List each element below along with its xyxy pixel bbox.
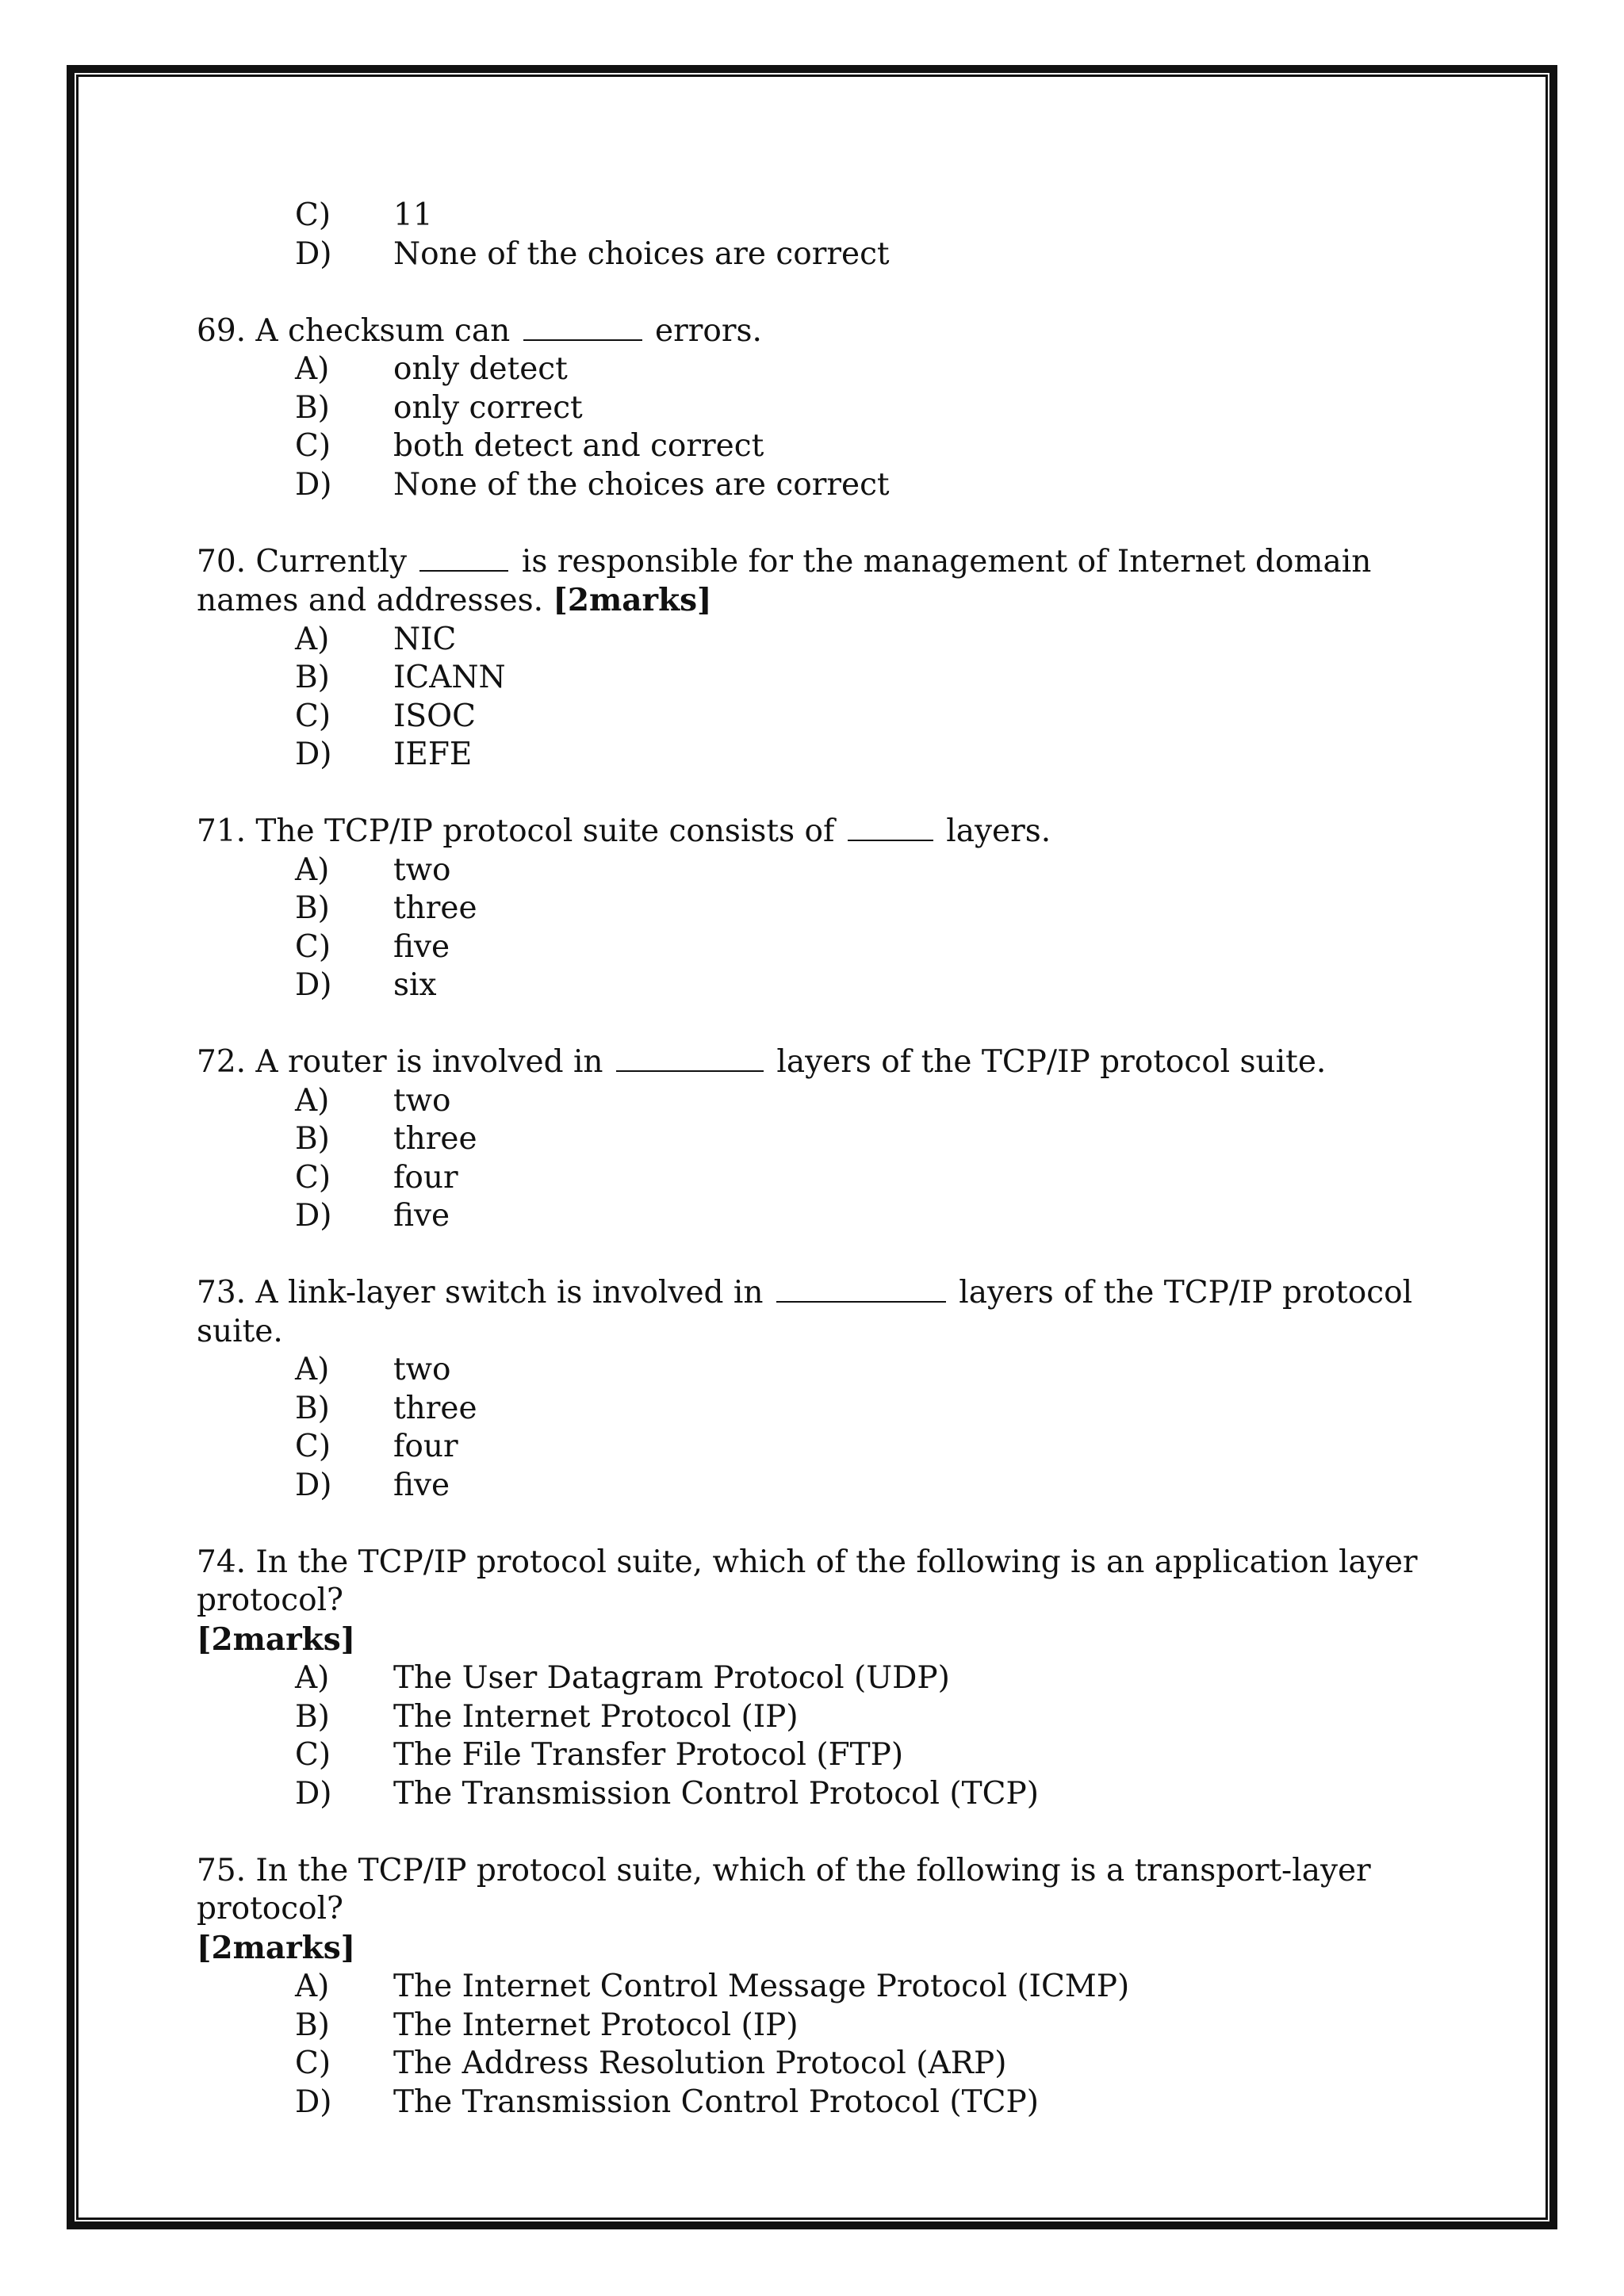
option-text: five xyxy=(393,1198,450,1234)
option-item xyxy=(197,621,1434,660)
option-text: NIC xyxy=(393,621,457,657)
option-letter: B) xyxy=(295,1121,330,1157)
option-letter: C) xyxy=(295,928,331,965)
option-text: The Transmission Control Protocol (TCP) xyxy=(393,2084,1039,2120)
option-letter: C) xyxy=(295,428,331,464)
question-69 xyxy=(197,312,1434,505)
answer-blank xyxy=(523,312,642,341)
option-item xyxy=(197,389,1434,428)
option-letter: A) xyxy=(295,1660,330,1696)
option-item xyxy=(197,1390,1434,1429)
option-letter: B) xyxy=(295,1390,330,1426)
option-letter: B) xyxy=(295,890,330,926)
option-text: five xyxy=(393,928,450,965)
option-item xyxy=(197,1968,1434,2007)
option-item xyxy=(197,1120,1434,1159)
marks-label: [2marks] xyxy=(197,1929,356,1966)
question-71 xyxy=(197,813,1434,1005)
option-text: The File Transfer Protocol (FTP) xyxy=(393,1737,904,1773)
option-text: six xyxy=(393,967,437,1003)
option-text: four xyxy=(393,1429,458,1464)
option-letter: C) xyxy=(295,1429,331,1464)
option-text: The Address Resolution Protocol (ARP) xyxy=(393,2045,1007,2081)
option-letter: A) xyxy=(295,1082,330,1119)
option-text: IEFE xyxy=(393,737,473,772)
question-text xyxy=(197,543,1434,621)
option-text: The Transmission Control Protocol (TCP) xyxy=(393,1775,1039,1812)
option-item xyxy=(197,890,1434,928)
question-prefix: 74. In the TCP/IP protocol suite, which of the following is an application layer protocol? xyxy=(197,1544,1418,1618)
option-letter: D) xyxy=(295,1775,332,1812)
question-70 xyxy=(197,543,1434,775)
option-letter: C) xyxy=(295,197,331,233)
question-text xyxy=(197,1852,1434,1969)
option-letter: C) xyxy=(295,1159,331,1196)
option-item xyxy=(197,1698,1434,1737)
option-text: None of the choices are correct xyxy=(393,235,890,272)
option-text: three xyxy=(393,1121,477,1157)
option-text: both detect and correct xyxy=(393,428,764,464)
option-item xyxy=(197,1082,1434,1121)
question-text xyxy=(197,1043,1434,1082)
question-75 xyxy=(197,1852,1434,2122)
option-text: four xyxy=(393,1159,458,1196)
option-letter: B) xyxy=(295,389,330,426)
option-text: None of the choices are correct xyxy=(393,466,890,503)
option-item xyxy=(197,966,1434,1005)
option-text: only detect xyxy=(393,351,568,387)
option-letter: C) xyxy=(295,698,331,734)
option-item xyxy=(197,659,1434,698)
question-suffix: is responsible for the management of Internet domain names and addresses. xyxy=(197,543,1372,618)
option-text: five xyxy=(393,1467,450,1503)
question-text xyxy=(197,312,1434,351)
option-letter: A) xyxy=(295,351,330,387)
question-prefix: 75. In the TCP/IP protocol suite, which of the following is a transport-layer protocol? xyxy=(197,1852,1371,1927)
option-item xyxy=(197,427,1434,466)
marks-label: [2marks] xyxy=(553,582,712,618)
option-text: two xyxy=(393,851,451,888)
option-text: ICANN xyxy=(393,660,506,695)
answer-blank xyxy=(419,543,508,572)
option-item xyxy=(197,1659,1434,1698)
answer-blank xyxy=(616,1043,764,1072)
question-suffix: layers. xyxy=(946,813,1051,849)
option-text: The Internet Control Message Protocol (ICMP) xyxy=(393,1969,1130,2004)
option-letter: D) xyxy=(295,1198,332,1234)
question-prefix: 70. Currently xyxy=(197,543,408,580)
option-item xyxy=(197,1467,1434,1506)
option-letter: D) xyxy=(295,967,332,1003)
option-letter: D) xyxy=(295,466,332,503)
option-item xyxy=(197,851,1434,890)
option-letter: D) xyxy=(295,1467,332,1503)
question-prefix: 73. A link-layer switch is involved in xyxy=(197,1275,764,1311)
marks-label: [2marks] xyxy=(197,1621,356,1658)
question-text xyxy=(197,813,1434,851)
option-letter: D) xyxy=(295,2084,332,2120)
answer-blank xyxy=(848,813,933,841)
option-text: The User Datagram Protocol (UDP) xyxy=(393,1660,950,1696)
question-suffix: layers of the TCP/IP protocol suite. xyxy=(776,1044,1327,1080)
option-text: three xyxy=(393,1390,477,1426)
option-text: only correct xyxy=(393,389,583,426)
option-item xyxy=(197,928,1434,967)
question-text xyxy=(197,1274,1434,1351)
option-text: The Internet Protocol (IP) xyxy=(393,2007,799,2043)
question-suffix: errors. xyxy=(655,312,762,349)
option-letter: A) xyxy=(295,1969,330,2004)
option-item xyxy=(197,2084,1434,2122)
option-letter: A) xyxy=(295,851,330,888)
option-item xyxy=(197,235,1434,274)
option-item xyxy=(197,698,1434,737)
option-item xyxy=(197,1736,1434,1775)
option-item xyxy=(197,1351,1434,1390)
option-item xyxy=(197,1428,1434,1467)
option-letter: D) xyxy=(295,737,332,772)
option-text: three xyxy=(393,890,477,926)
option-letter: C) xyxy=(295,1737,331,1773)
option-item xyxy=(197,1197,1434,1236)
option-text: two xyxy=(393,1352,451,1387)
question-72 xyxy=(197,1043,1434,1236)
option-item xyxy=(197,2007,1434,2045)
option-text: two xyxy=(393,1082,451,1119)
question-prefix: 71. The TCP/IP protocol suite consists of xyxy=(197,813,835,849)
question-74 xyxy=(197,1544,1434,1814)
option-letter: B) xyxy=(295,2007,330,2043)
option-item xyxy=(197,1159,1434,1198)
option-item xyxy=(197,466,1434,505)
question-prefix: 72. A router is involved in xyxy=(197,1044,603,1080)
answer-blank xyxy=(776,1274,946,1303)
question-list xyxy=(197,197,1434,2160)
option-item xyxy=(197,350,1434,389)
option-text: The Internet Protocol (IP) xyxy=(393,1698,799,1735)
question-text xyxy=(197,1544,1434,1660)
option-item xyxy=(197,736,1434,775)
option-item xyxy=(197,197,1434,235)
option-item xyxy=(197,1775,1434,1814)
option-letter: A) xyxy=(295,1352,330,1387)
option-letter: C) xyxy=(295,2045,331,2081)
option-text: 11 xyxy=(393,197,433,233)
carryover-options xyxy=(197,197,1434,274)
option-letter: B) xyxy=(295,660,330,695)
question-prefix: 69. A checksum can xyxy=(197,312,511,349)
option-item xyxy=(197,2045,1434,2084)
option-text: ISOC xyxy=(393,698,476,734)
question-73 xyxy=(197,1274,1434,1505)
question-suffix: layers of the TCP/IP protocol suite. xyxy=(197,1275,1413,1349)
option-letter: B) xyxy=(295,1698,330,1735)
option-letter: D) xyxy=(295,235,332,272)
option-letter: A) xyxy=(295,621,330,657)
